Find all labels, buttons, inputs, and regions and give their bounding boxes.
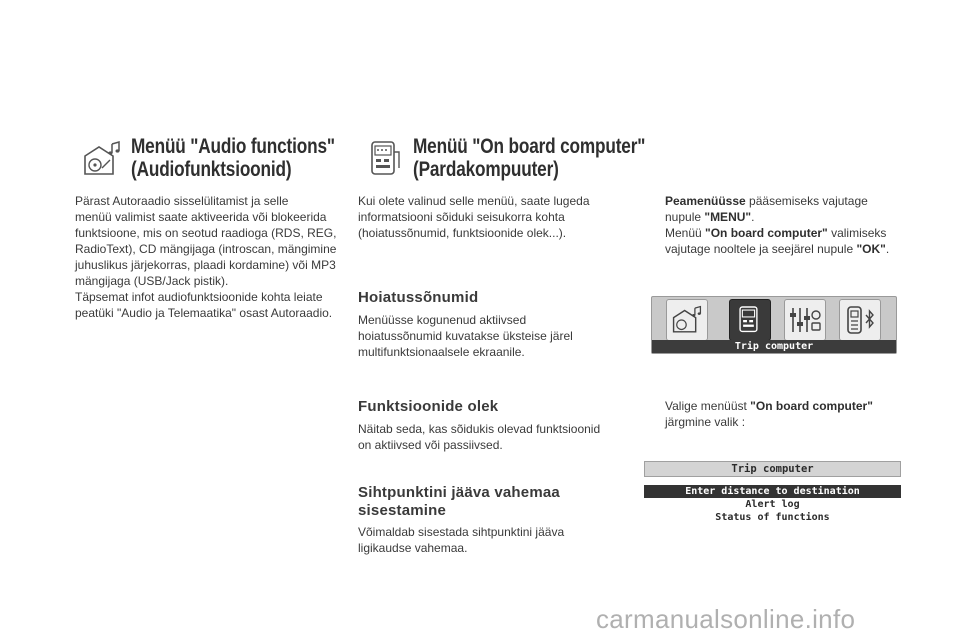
menu-title: Trip computer — [644, 461, 901, 477]
menu-item-status-of-functions[interactable]: Status of functions — [715, 512, 830, 523]
audio-functions-icon — [670, 305, 704, 335]
telephone-tile — [839, 299, 881, 341]
on-board-computer-icon — [368, 140, 402, 178]
trip-computer-menu — [644, 461, 901, 524]
watermark: carmanualsonline.info — [596, 604, 856, 634]
phone-bluetooth-icon — [843, 304, 877, 336]
settings-tile — [784, 299, 826, 341]
on-board-computer-icon — [737, 304, 763, 336]
distance-to-destination-text: Võimaldab sisestada sihtpunktini jääva ligikaudse vahemaa. — [358, 525, 565, 555]
display-menu-label: Trip computer — [652, 340, 896, 353]
step-choose-option: Valige menüüst "On board computer" järgmine valik : — [665, 399, 873, 429]
on-board-computer-title: Menüü "On board computer" (Pardakompuuter) — [413, 135, 646, 181]
status-of-functions-text: Näitab seda, kas sõidukis olevad funktsioonid on aktiivsed või passiivsed. — [358, 422, 601, 452]
step-select-menu: Menüü "On board computer" valimiseks vajutage nooltele ja seejärel nupule "OK". — [665, 226, 890, 256]
audio-functions-title: Menüü "Audio functions" (Audiofunktsioonid) — [131, 135, 335, 181]
audio-tile — [666, 299, 708, 341]
alert-messages-heading: Hoiatussõnumid — [358, 289, 479, 306]
trip-computer-tile — [729, 299, 771, 341]
display-menu-bar — [651, 296, 897, 354]
audio-functions-paragraph: Pärast Autoraadio sisselülitamist ja selle menüü valimist saate aktiveerida või blokeerida funktsioone, mis on seotud raadioga (RDS, REG, RadioText), CD mängijaga (introscan, mängimine juhuslikus järjekorras, plaadi kordamine) või MP3 mängijaga (USB/Jack pistik). Täpsemat infot audiofunktsioonide kohta leiate peatüki "Audio ja Telemaatika" osast Autoraadio. — [75, 194, 337, 320]
sliders-icon — [788, 305, 822, 335]
alert-messages-text: Menüüsse kogunenud aktiivsed hoiatussõnumid kuvatakse üksteise järel multifunktsionaalsele ekraanile. — [358, 313, 573, 359]
menu-item-enter-distance[interactable]: Enter distance to destination — [644, 485, 901, 498]
on-board-computer-intro: Kui olete valinud selle menüü, saate lugeda informatsiooni sõiduki seisukorra kohta (hoiatussõnumid, funktsioonide olek...). — [358, 194, 590, 240]
audio-functions-icon — [82, 140, 122, 178]
menu-item-alert-log[interactable]: Alert log — [745, 499, 800, 510]
step-main-menu: Peamenüüsse pääsemiseks vajutage nupule "MENU". — [665, 194, 868, 224]
status-of-functions-heading: Funktsioonide olek — [358, 398, 499, 415]
distance-to-destination-heading: Sihtpunktini jääva vahemaa sisestamine — [358, 484, 560, 519]
